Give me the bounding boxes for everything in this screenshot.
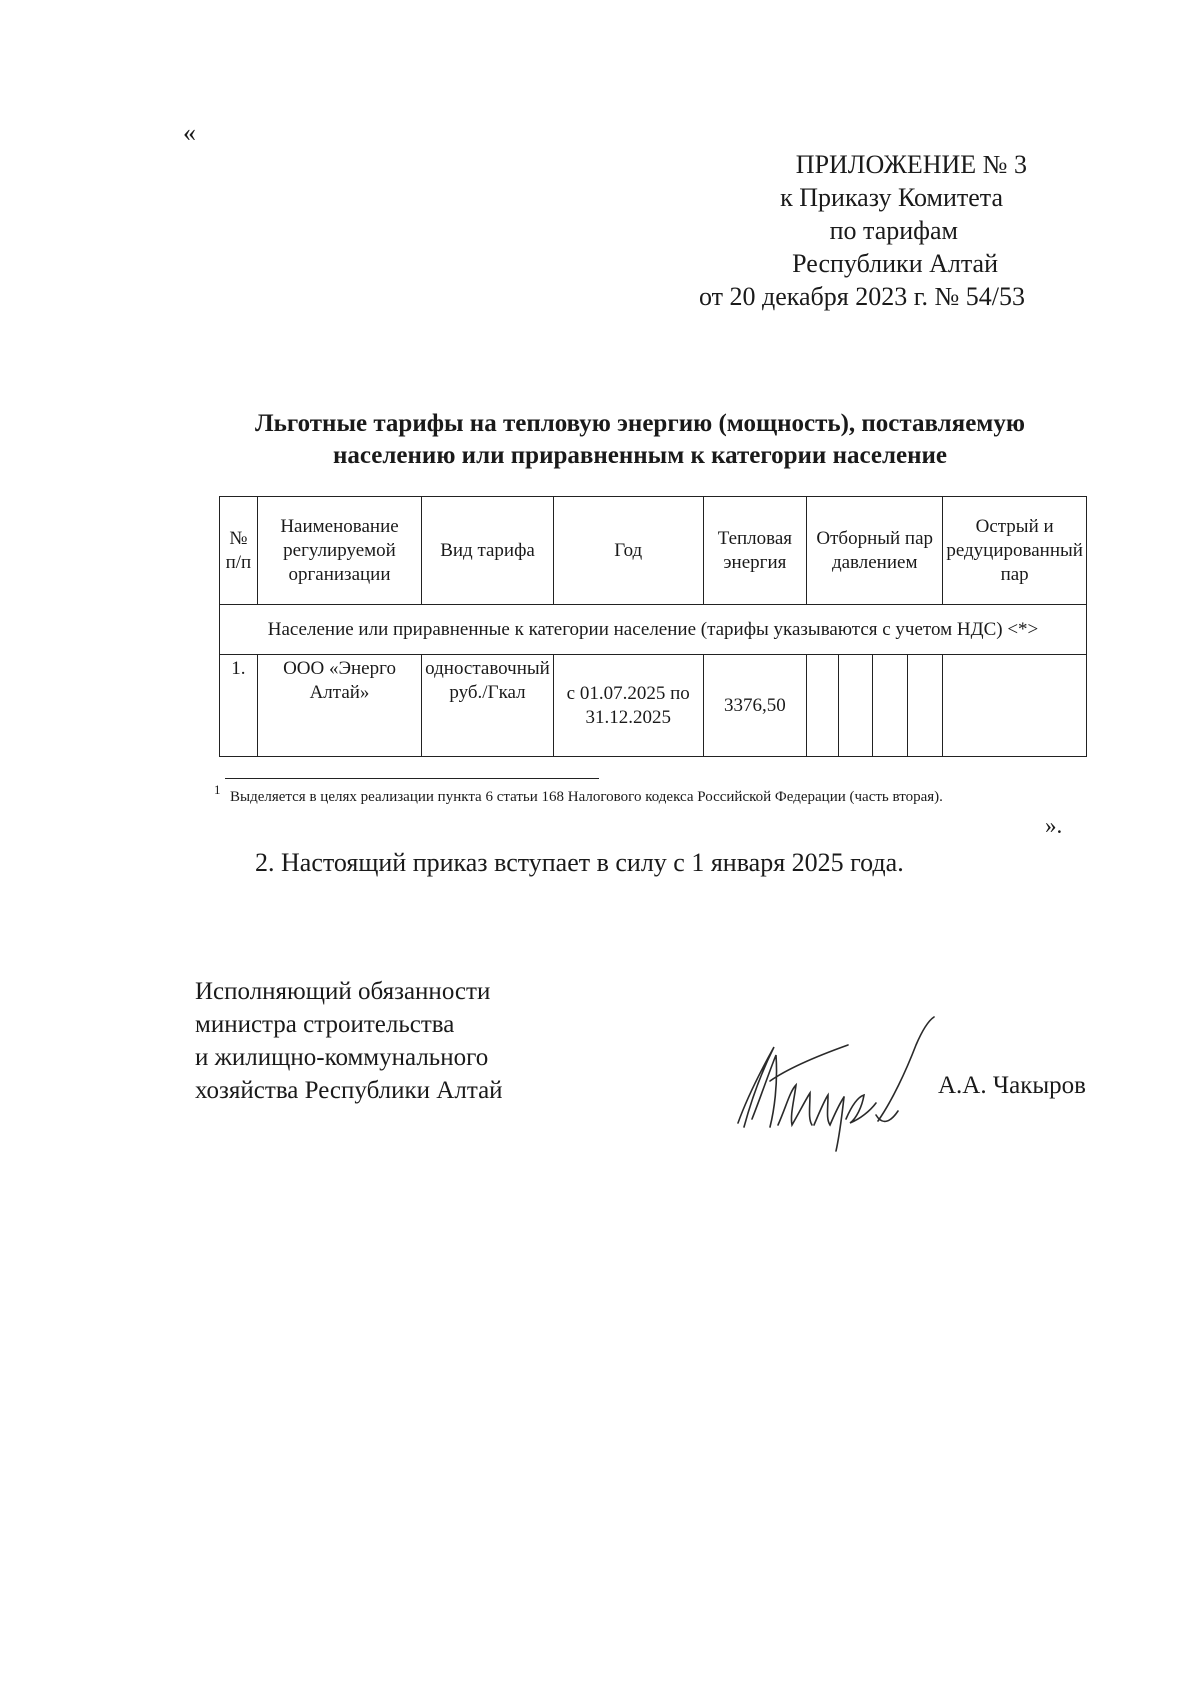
header-year: Год <box>553 497 703 605</box>
appendix-region: Республики Алтай <box>792 249 998 278</box>
clause-effective-date: 2. Настоящий приказ вступает в силу с 1 января 2025 года. <box>255 848 904 877</box>
cell-type: одноставочный руб./Гкал <box>422 655 554 757</box>
cell-steam-1 <box>807 655 839 757</box>
position-line-1: Исполняющий обязанности <box>195 978 491 1005</box>
tariff-table <box>219 496 1087 757</box>
position-line-4: хозяйства Республики Алтай <box>195 1077 503 1104</box>
signatory-name: А.А. Чакыров <box>938 1072 1086 1099</box>
table-section-row <box>220 605 1087 655</box>
cell-steam-2 <box>838 655 872 757</box>
document-title <box>200 408 1080 472</box>
title-line-1: Льготные тарифы на тепловую энергию (мощность), поставляемую <box>255 410 1025 437</box>
header-type: Вид тарифа <box>422 497 554 605</box>
footnote-mark: 1 <box>214 782 221 797</box>
footnote-text: Выделяется в целях реализации пункта 6 статьи 168 Налогового кодекса Российской Федерации (часть вторая). <box>230 789 943 805</box>
header-steam: Отборный пар давлением <box>807 497 943 605</box>
position-line-3: и жилищно-коммунального <box>195 1044 489 1071</box>
table-header-row <box>220 497 1087 605</box>
opening-quote: « <box>183 118 196 147</box>
cell-steam-4 <box>908 655 943 757</box>
footnote-separator <box>225 778 599 779</box>
section-caption: Население или приравненные к категории население (тарифы указываются с учетом НДС) <*> <box>220 605 1087 655</box>
appendix-number: ПРИЛОЖЕНИЕ № 3 <box>795 150 1027 179</box>
signatory-position <box>195 975 503 1107</box>
cell-num: 1. <box>220 655 258 757</box>
table-row <box>220 655 1087 757</box>
cell-heat: 3376,50 <box>703 655 807 757</box>
header-heat: Тепловая энергия <box>703 497 807 605</box>
handwritten-signature <box>730 1015 950 1155</box>
appendix-order-ref: к Приказу Комитета <box>780 183 1003 212</box>
header-org: Наименование регулируемой организации <box>257 497 421 605</box>
appendix-header <box>605 148 1025 313</box>
appendix-date: от 20 декабря 2023 г. № 54/53 <box>698 282 1025 311</box>
position-line-2: министра строительства <box>195 1011 455 1038</box>
cell-steam-3 <box>872 655 907 757</box>
appendix-committee: по тарифам <box>829 216 958 245</box>
title-line-2: населению или приравненным к категории население <box>332 442 948 469</box>
cell-org: ООО «Энерго Алтай» <box>257 655 421 757</box>
cell-year: с 01.07.2025 по 31.12.2025 <box>553 655 703 757</box>
cell-sharp-steam <box>943 655 1087 757</box>
header-sharp-steam: Острый и редуцированный пар <box>943 497 1087 605</box>
closing-quote: ». <box>1045 813 1063 838</box>
header-num: № п/п <box>220 497 258 605</box>
